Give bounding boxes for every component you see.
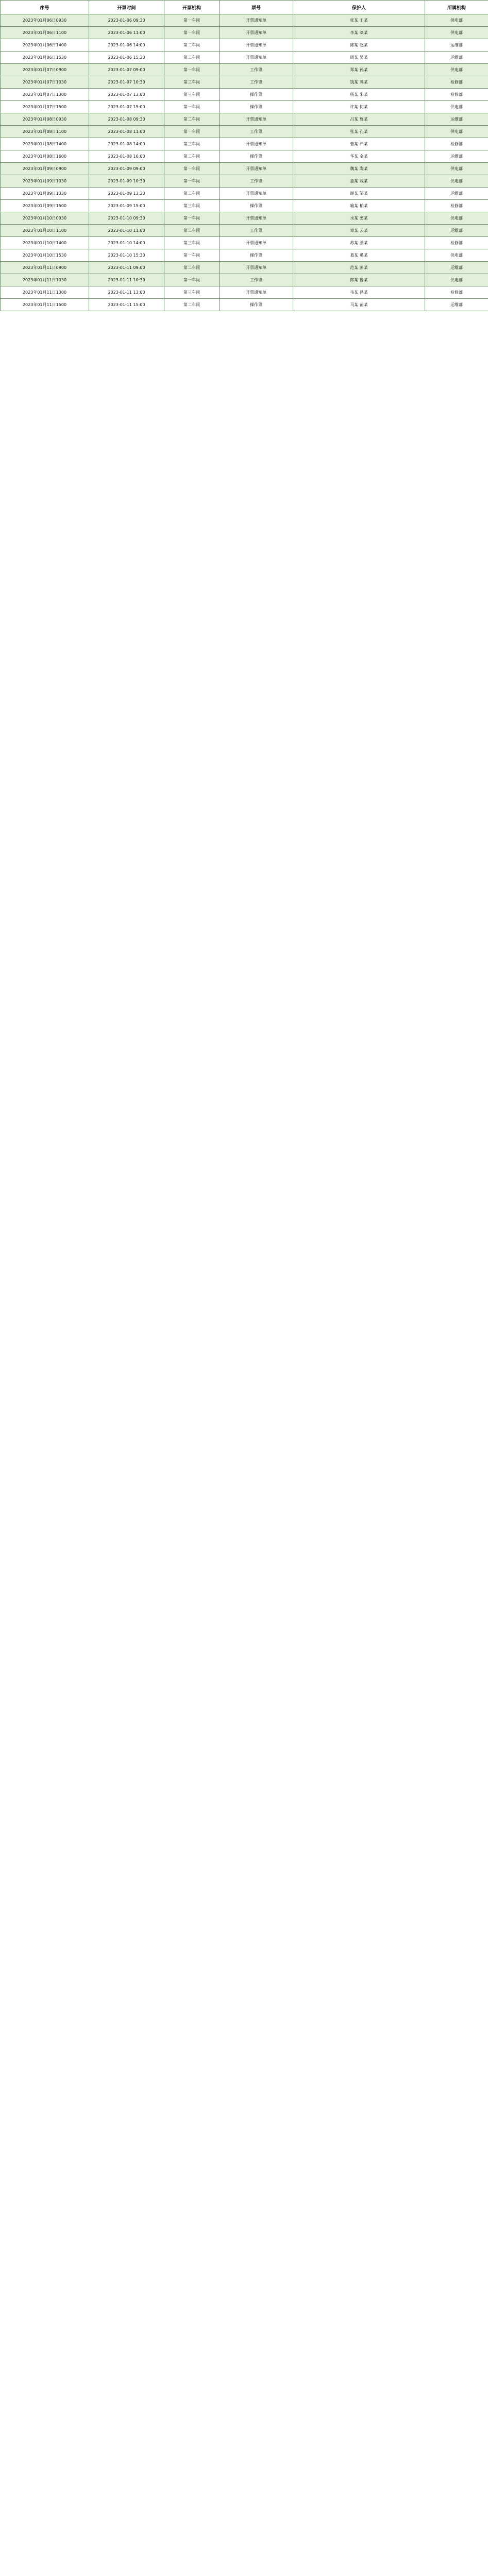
cell-dept: 供电部 <box>425 126 488 138</box>
table-row <box>1 200 488 212</box>
cell-dept: 供电部 <box>425 274 488 286</box>
cell-time: 2023-01-11 09:00 <box>89 262 164 274</box>
table-row <box>1 188 488 200</box>
cell-ticket: 操作票 <box>220 89 293 101</box>
cell-ticket: 开票通知单 <box>220 14 293 27</box>
cell-unit: 第三车间 <box>164 237 220 249</box>
cell-time: 2023-01-09 15:00 <box>89 200 164 212</box>
cell-ticket: 开票通知单 <box>220 163 293 175</box>
cell-id: 2023年01月07日1300 <box>1 89 89 101</box>
cell-dept: 检修部 <box>425 76 488 89</box>
table-row <box>1 76 488 89</box>
cell-unit: 第一车间 <box>164 163 220 175</box>
cell-dept: 运维部 <box>425 299 488 311</box>
cell-unit: 第一车间 <box>164 126 220 138</box>
col-header-dept: 所属机构 <box>425 1 488 14</box>
cell-id: 2023年01月08日1400 <box>1 138 89 150</box>
cell-time: 2023-01-11 15:00 <box>89 299 164 311</box>
cell-person: 吕某 施某 <box>293 113 425 126</box>
table-row <box>1 113 488 126</box>
cell-person: 郎某 鲁某 <box>293 274 425 286</box>
cell-id: 2023年01月11日1030 <box>1 274 89 286</box>
cell-person: 喻某 柏某 <box>293 200 425 212</box>
cell-time: 2023-01-08 11:00 <box>89 126 164 138</box>
cell-id: 2023年01月08日1100 <box>1 126 89 138</box>
table-row <box>1 27 488 39</box>
cell-id: 2023年01月08日1600 <box>1 150 89 163</box>
cell-time: 2023-01-10 14:00 <box>89 237 164 249</box>
table-row <box>1 150 488 163</box>
table-row <box>1 212 488 225</box>
cell-time: 2023-01-09 10:30 <box>89 175 164 188</box>
cell-time: 2023-01-09 13:30 <box>89 188 164 200</box>
cell-time: 2023-01-10 11:00 <box>89 225 164 237</box>
cell-dept: 检修部 <box>425 89 488 101</box>
cell-unit: 第二车间 <box>164 113 220 126</box>
cell-id: 2023年01月10日1100 <box>1 225 89 237</box>
cell-ticket: 操作票 <box>220 200 293 212</box>
col-header-ticket: 票号 <box>220 1 293 14</box>
cell-id: 2023年01月07日0900 <box>1 64 89 76</box>
cell-ticket: 开票通知单 <box>220 52 293 64</box>
cell-ticket: 开票通知单 <box>220 286 293 299</box>
cell-person: 郑某 孙某 <box>293 64 425 76</box>
cell-ticket: 开票通知单 <box>220 39 293 52</box>
cell-id: 2023年01月09日0900 <box>1 163 89 175</box>
cell-person: 谢某 邹某 <box>293 188 425 200</box>
cell-id: 2023年01月11日1500 <box>1 299 89 311</box>
cell-time: 2023-01-09 09:00 <box>89 163 164 175</box>
cell-dept: 运维部 <box>425 225 488 237</box>
cell-id: 2023年01月11日1300 <box>1 286 89 299</box>
cell-unit: 第三车间 <box>164 76 220 89</box>
cell-id: 2023年01月08日0930 <box>1 113 89 126</box>
cell-person: 张某 王某 <box>293 14 425 27</box>
cell-dept: 供电部 <box>425 163 488 175</box>
cell-id: 2023年01月06日0930 <box>1 14 89 27</box>
cell-unit: 第二车间 <box>164 188 220 200</box>
cell-person: 许某 何某 <box>293 101 425 113</box>
cell-person: 周某 吴某 <box>293 52 425 64</box>
cell-time: 2023-01-11 13:00 <box>89 286 164 299</box>
cell-dept: 运维部 <box>425 113 488 126</box>
cell-unit: 第一车间 <box>164 212 220 225</box>
cell-id: 2023年01月09日1500 <box>1 200 89 212</box>
cell-unit: 第二车间 <box>164 150 220 163</box>
cell-unit: 第一车间 <box>164 249 220 262</box>
cell-ticket: 工作票 <box>220 274 293 286</box>
col-header-person: 保护人 <box>293 1 425 14</box>
cell-ticket: 工作票 <box>220 175 293 188</box>
cell-person: 华某 金某 <box>293 150 425 163</box>
cell-person: 钱某 冯某 <box>293 76 425 89</box>
table-row <box>1 299 488 311</box>
col-header-unit: 开票机构 <box>164 1 220 14</box>
cell-time: 2023-01-10 15:30 <box>89 249 164 262</box>
cell-ticket: 开票通知单 <box>220 212 293 225</box>
cell-id: 2023年01月09日1030 <box>1 175 89 188</box>
cell-dept: 供电部 <box>425 14 488 27</box>
cell-ticket: 工作票 <box>220 64 293 76</box>
table-row <box>1 237 488 249</box>
cell-dept: 供电部 <box>425 64 488 76</box>
cell-dept: 检修部 <box>425 286 488 299</box>
cell-time: 2023-01-06 14:00 <box>89 39 164 52</box>
cell-ticket: 开票通知单 <box>220 113 293 126</box>
cell-time: 2023-01-07 13:00 <box>89 89 164 101</box>
cell-time: 2023-01-06 09:30 <box>89 14 164 27</box>
cell-ticket: 操作票 <box>220 249 293 262</box>
cell-unit: 第三车间 <box>164 286 220 299</box>
cell-dept: 运维部 <box>425 262 488 274</box>
cell-dept: 运维部 <box>425 188 488 200</box>
cell-time: 2023-01-07 09:00 <box>89 64 164 76</box>
cell-ticket: 开票通知单 <box>220 27 293 39</box>
cell-person: 张某 孔某 <box>293 126 425 138</box>
cell-unit: 第三车间 <box>164 89 220 101</box>
cell-time: 2023-01-11 10:30 <box>89 274 164 286</box>
cell-dept: 供电部 <box>425 101 488 113</box>
table-body <box>1 14 488 311</box>
cell-unit: 第一车间 <box>164 101 220 113</box>
cell-unit: 第三车间 <box>164 200 220 212</box>
cell-dept: 检修部 <box>425 237 488 249</box>
col-header-time: 开票时间 <box>89 1 164 14</box>
table-row <box>1 39 488 52</box>
schedule-table <box>0 0 488 311</box>
cell-unit: 第二车间 <box>164 299 220 311</box>
cell-dept: 检修部 <box>425 138 488 150</box>
table-row <box>1 14 488 27</box>
cell-person: 马某 苗某 <box>293 299 425 311</box>
cell-dept: 运维部 <box>425 150 488 163</box>
table-row <box>1 126 488 138</box>
cell-ticket: 工作票 <box>220 126 293 138</box>
cell-unit: 第二车间 <box>164 52 220 64</box>
cell-person: 李某 刘某 <box>293 27 425 39</box>
cell-ticket: 工作票 <box>220 76 293 89</box>
table-row <box>1 249 488 262</box>
cell-dept: 检修部 <box>425 200 488 212</box>
cell-person: 葛某 奚某 <box>293 249 425 262</box>
cell-dept: 运维部 <box>425 39 488 52</box>
cell-person: 水某 窦某 <box>293 212 425 225</box>
cell-time: 2023-01-08 09:30 <box>89 113 164 126</box>
cell-ticket: 开票通知单 <box>220 237 293 249</box>
cell-dept: 供电部 <box>425 175 488 188</box>
cell-id: 2023年01月06日1530 <box>1 52 89 64</box>
cell-time: 2023-01-10 09:30 <box>89 212 164 225</box>
table-row <box>1 64 488 76</box>
cell-person: 杨某 朱某 <box>293 89 425 101</box>
cell-id: 2023年01月10日0930 <box>1 212 89 225</box>
cell-ticket: 开票通知单 <box>220 138 293 150</box>
cell-person: 陈某 赵某 <box>293 39 425 52</box>
table-row <box>1 138 488 150</box>
cell-unit: 第二车间 <box>164 262 220 274</box>
cell-ticket: 操作票 <box>220 150 293 163</box>
cell-unit: 第一车间 <box>164 274 220 286</box>
cell-person: 苏某 潘某 <box>293 237 425 249</box>
cell-unit: 第二车间 <box>164 39 220 52</box>
cell-unit: 第三车间 <box>164 138 220 150</box>
cell-time: 2023-01-06 15:30 <box>89 52 164 64</box>
cell-person: 曹某 严某 <box>293 138 425 150</box>
cell-id: 2023年01月10日1530 <box>1 249 89 262</box>
cell-dept: 供电部 <box>425 249 488 262</box>
cell-dept: 供电部 <box>425 27 488 39</box>
cell-id: 2023年01月11日0900 <box>1 262 89 274</box>
table-row <box>1 286 488 299</box>
cell-id: 2023年01月10日1400 <box>1 237 89 249</box>
cell-time: 2023-01-08 16:00 <box>89 150 164 163</box>
cell-unit: 第一车间 <box>164 14 220 27</box>
cell-ticket: 操作票 <box>220 101 293 113</box>
cell-id: 2023年01月09日1330 <box>1 188 89 200</box>
table-row <box>1 175 488 188</box>
cell-dept: 供电部 <box>425 212 488 225</box>
table-header-row <box>1 1 488 14</box>
cell-time: 2023-01-07 15:00 <box>89 101 164 113</box>
table-row <box>1 52 488 64</box>
cell-ticket: 开票通知单 <box>220 188 293 200</box>
col-header-id: 序号 <box>1 1 89 14</box>
cell-ticket: 开票通知单 <box>220 262 293 274</box>
cell-person: 范某 彭某 <box>293 262 425 274</box>
cell-id: 2023年01月06日1400 <box>1 39 89 52</box>
table-row <box>1 225 488 237</box>
cell-id: 2023年01月06日1100 <box>1 27 89 39</box>
cell-time: 2023-01-08 14:00 <box>89 138 164 150</box>
cell-id: 2023年01月07日1500 <box>1 101 89 113</box>
cell-dept: 运维部 <box>425 52 488 64</box>
table-row <box>1 89 488 101</box>
cell-unit: 第一车间 <box>164 175 220 188</box>
cell-time: 2023-01-06 11:00 <box>89 27 164 39</box>
cell-unit: 第一车间 <box>164 64 220 76</box>
cell-ticket: 操作票 <box>220 299 293 311</box>
table-row <box>1 163 488 175</box>
table-row <box>1 101 488 113</box>
cell-person: 章某 云某 <box>293 225 425 237</box>
cell-unit: 第二车间 <box>164 225 220 237</box>
cell-time: 2023-01-07 10:30 <box>89 76 164 89</box>
cell-unit: 第一车间 <box>164 27 220 39</box>
cell-person: 韦某 昌某 <box>293 286 425 299</box>
table-row <box>1 274 488 286</box>
table-row <box>1 262 488 274</box>
cell-id: 2023年01月07日1030 <box>1 76 89 89</box>
cell-ticket: 工作票 <box>220 225 293 237</box>
cell-person: 姜某 戚某 <box>293 175 425 188</box>
cell-person: 魏某 陶某 <box>293 163 425 175</box>
